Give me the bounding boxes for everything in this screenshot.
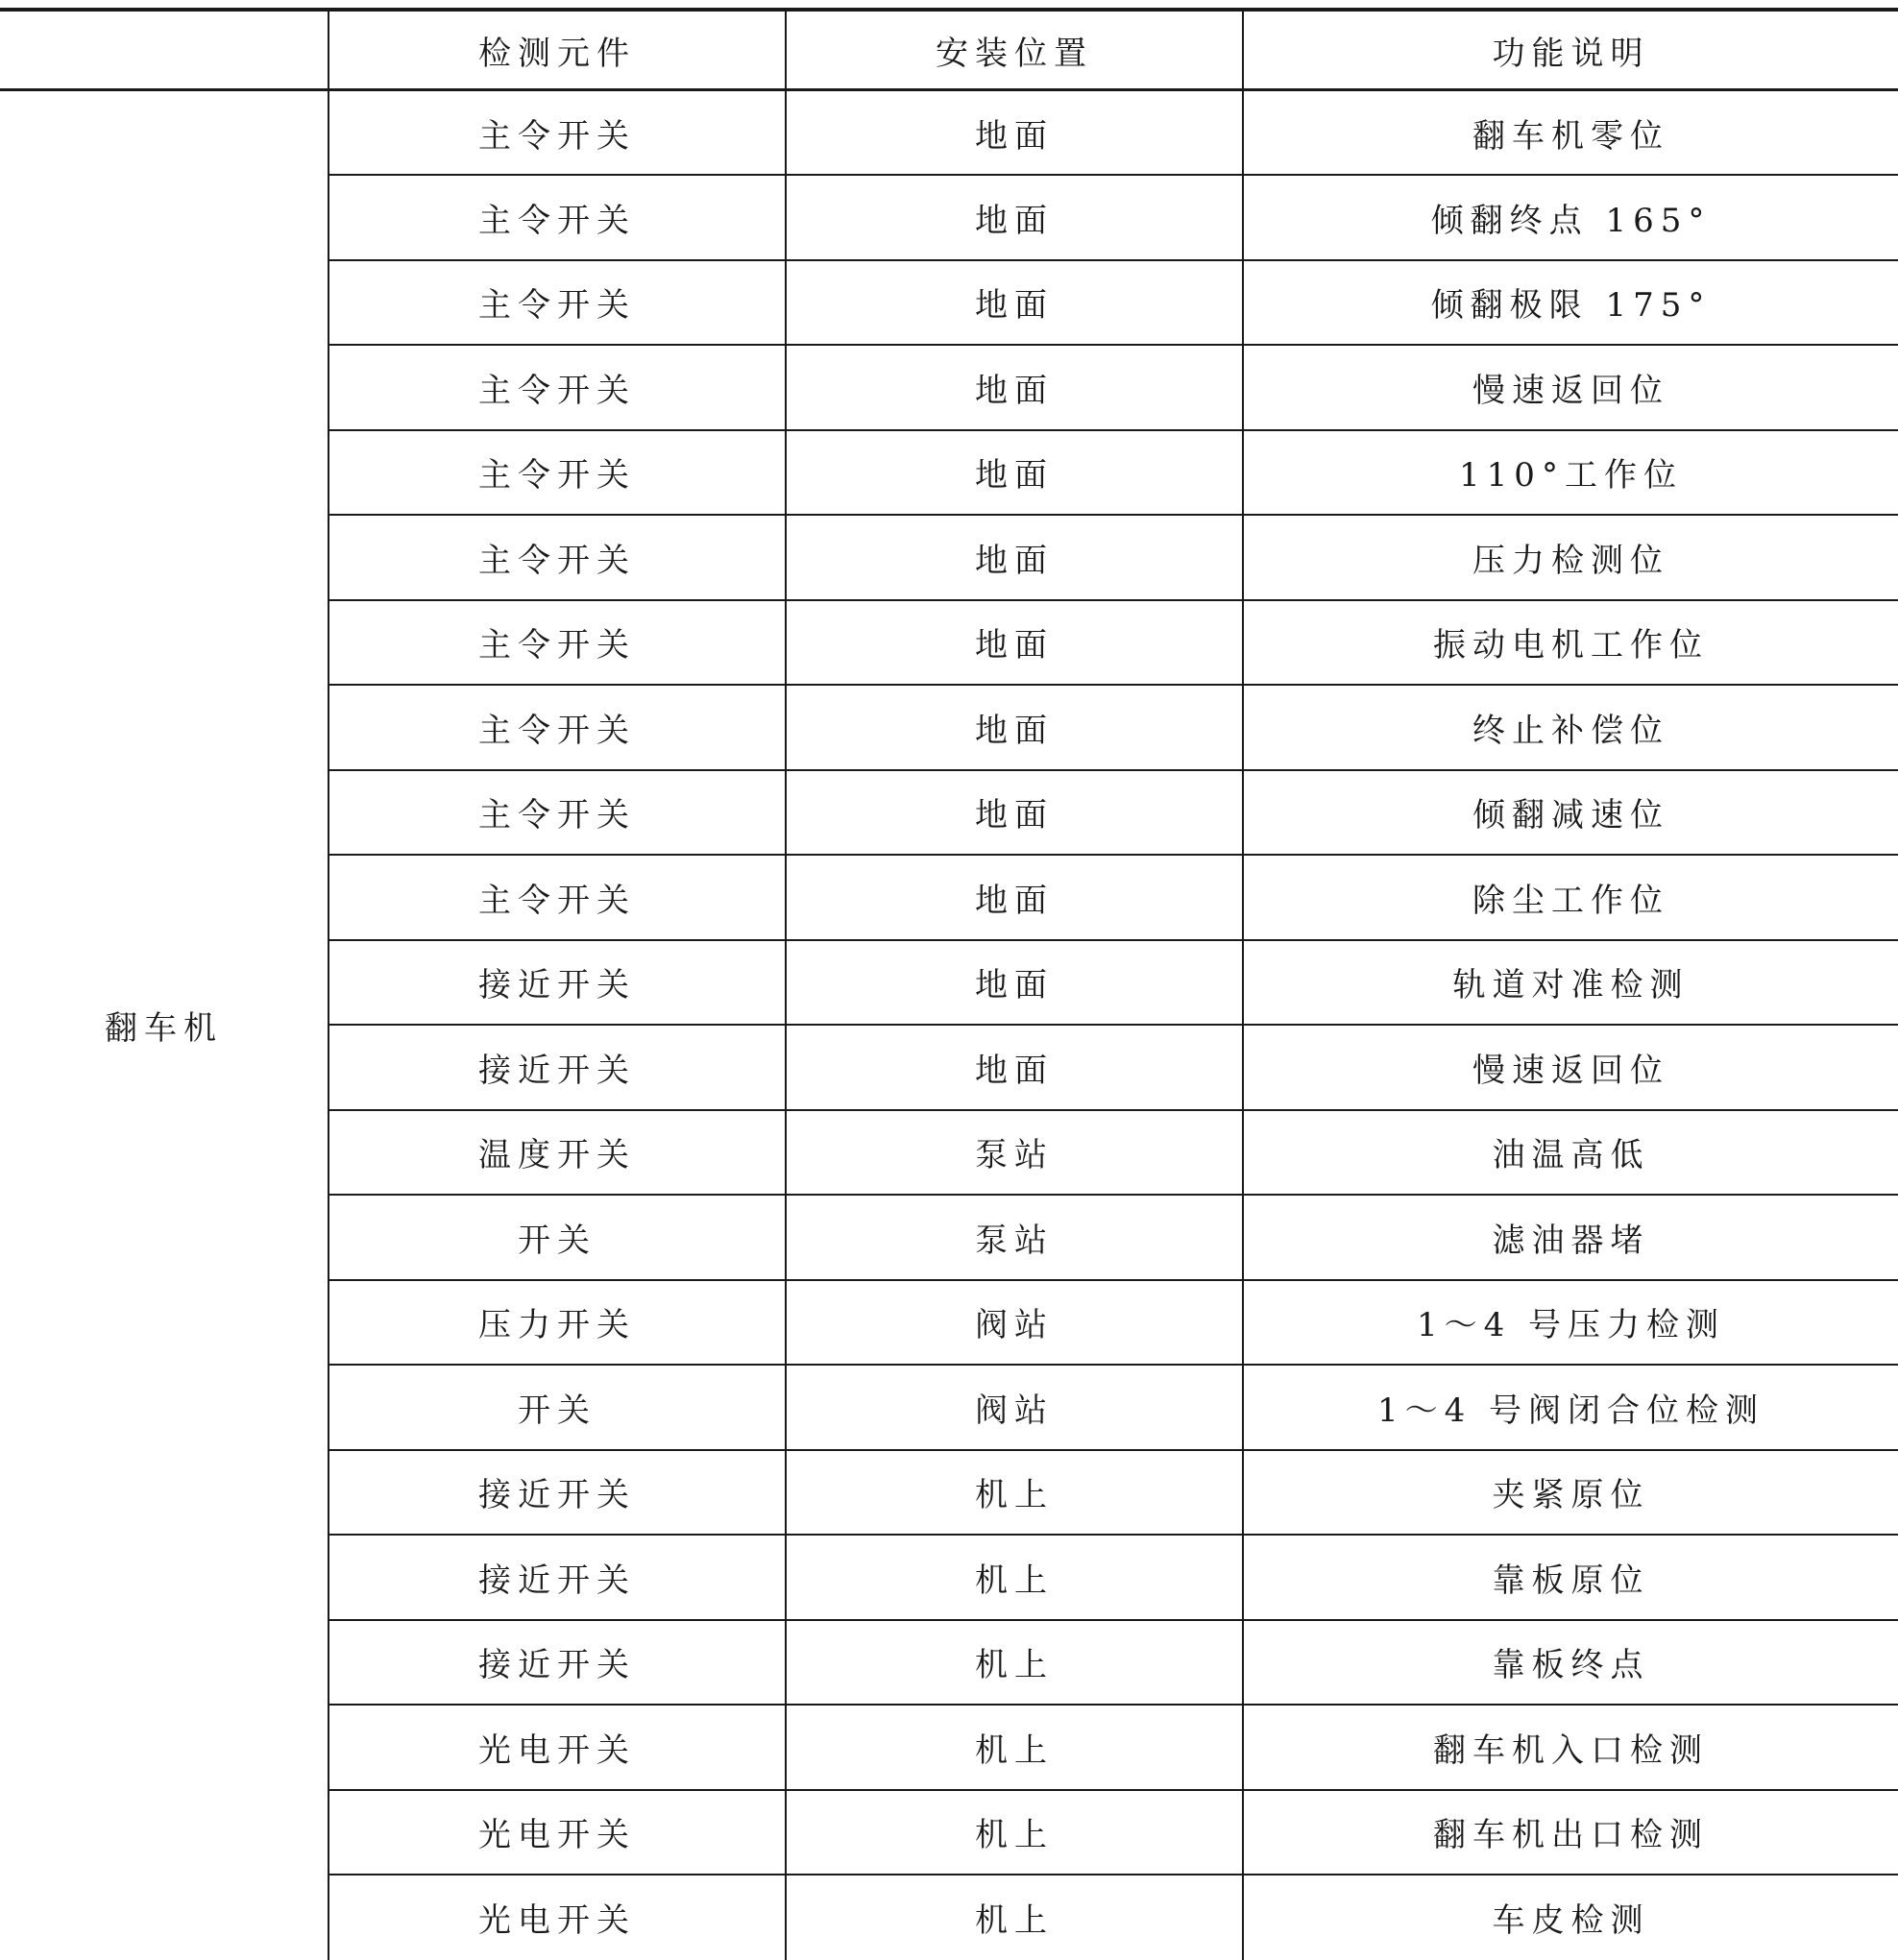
table-body — [0, 90, 1898, 1960]
cell-detection-element: 接近开关 — [328, 1620, 786, 1706]
cell-detection-element: 主令开关 — [328, 515, 786, 600]
cell-install-location: 机上 — [786, 1790, 1243, 1875]
cell-install-location: 阀站 — [786, 1280, 1243, 1366]
table-row — [0, 90, 1898, 176]
cell-install-location: 阀站 — [786, 1365, 1243, 1450]
cell-detection-element: 光电开关 — [328, 1875, 786, 1960]
cell-detection-element: 光电开关 — [328, 1790, 786, 1875]
cell-function-description: 振动电机工作位 — [1243, 600, 1898, 686]
cell-function-description: 翻车机入口检测 — [1243, 1705, 1898, 1790]
cell-detection-element: 主令开关 — [328, 600, 786, 686]
cell-detection-element: 温度开关 — [328, 1110, 786, 1196]
cell-detection-element: 主令开关 — [328, 345, 786, 430]
cell-detection-element: 主令开关 — [328, 855, 786, 940]
cell-install-location: 地面 — [786, 515, 1243, 600]
cell-detection-element: 接近开关 — [328, 940, 786, 1026]
cell-install-location: 机上 — [786, 1535, 1243, 1620]
header-device — [0, 10, 328, 90]
cell-detection-element: 接近开关 — [328, 1535, 786, 1620]
cell-detection-element: 接近开关 — [328, 1450, 786, 1536]
cell-install-location: 地面 — [786, 600, 1243, 686]
cell-detection-element: 主令开关 — [328, 685, 786, 770]
group-label: 翻车机 — [105, 1009, 223, 1049]
cell-install-location: 地面 — [786, 175, 1243, 260]
cell-function-description: 慢速返回位 — [1243, 345, 1898, 430]
cell-function-description: 1～4 号压力检测 — [1243, 1280, 1898, 1366]
cell-function-description: 倾翻减速位 — [1243, 770, 1898, 856]
cell-install-location: 地面 — [786, 855, 1243, 940]
cell-function-description: 倾翻终点 165° — [1243, 175, 1898, 260]
table-header — [0, 10, 1898, 90]
header-detection-element: 检测元件 — [328, 10, 786, 90]
cell-detection-element: 主令开关 — [328, 770, 786, 856]
cell-function-description: 压力检测位 — [1243, 515, 1898, 600]
cell-detection-element: 压力开关 — [328, 1280, 786, 1366]
cell-function-description: 倾翻极限 175° — [1243, 260, 1898, 346]
cell-install-location: 机上 — [786, 1875, 1243, 1960]
cell-install-location: 地面 — [786, 260, 1243, 346]
cell-function-description: 翻车机出口检测 — [1243, 1790, 1898, 1875]
cell-function-description: 车皮检测 — [1243, 1875, 1898, 1960]
cell-install-location: 泵站 — [786, 1195, 1243, 1280]
cell-detection-element: 光电开关 — [328, 1705, 786, 1790]
cell-install-location: 地面 — [786, 940, 1243, 1026]
header-install-location: 安装位置 — [786, 10, 1243, 90]
cell-function-description: 除尘工作位 — [1243, 855, 1898, 940]
cell-detection-element: 开关 — [328, 1195, 786, 1280]
cell-detection-element: 主令开关 — [328, 90, 786, 176]
cell-detection-element: 主令开关 — [328, 430, 786, 516]
cell-function-description: 终止补偿位 — [1243, 685, 1898, 770]
cell-function-description: 靠板原位 — [1243, 1535, 1898, 1620]
cell-function-description: 滤油器堵 — [1243, 1195, 1898, 1280]
cell-install-location: 机上 — [786, 1620, 1243, 1706]
cell-install-location: 地面 — [786, 1025, 1243, 1110]
cell-install-location: 机上 — [786, 1705, 1243, 1790]
cell-install-location: 地面 — [786, 430, 1243, 516]
cell-install-location: 地面 — [786, 770, 1243, 856]
cell-install-location: 泵站 — [786, 1110, 1243, 1196]
cell-install-location: 地面 — [786, 90, 1243, 176]
cell-install-location: 机上 — [786, 1450, 1243, 1536]
header-function-description: 功能说明 — [1243, 10, 1898, 90]
cell-function-description: 110°工作位 — [1243, 430, 1898, 516]
cell-function-description: 靠板终点 — [1243, 1620, 1898, 1706]
cell-detection-element: 主令开关 — [328, 175, 786, 260]
header-row — [0, 10, 1898, 90]
cell-detection-element: 接近开关 — [328, 1025, 786, 1110]
cell-install-location: 地面 — [786, 345, 1243, 430]
cell-function-description: 轨道对准检测 — [1243, 940, 1898, 1026]
cell-function-description: 1～4 号阀闭合位检测 — [1243, 1365, 1898, 1450]
cell-detection-element: 开关 — [328, 1365, 786, 1450]
cell-function-description: 夹紧原位 — [1243, 1450, 1898, 1536]
cell-function-description: 翻车机零位 — [1243, 90, 1898, 176]
cell-function-description: 慢速返回位 — [1243, 1025, 1898, 1110]
cell-function-description: 油温高低 — [1243, 1110, 1898, 1196]
cell-install-location: 地面 — [786, 685, 1243, 770]
detection-element-table — [0, 8, 1898, 1960]
cell-detection-element: 主令开关 — [328, 260, 786, 346]
